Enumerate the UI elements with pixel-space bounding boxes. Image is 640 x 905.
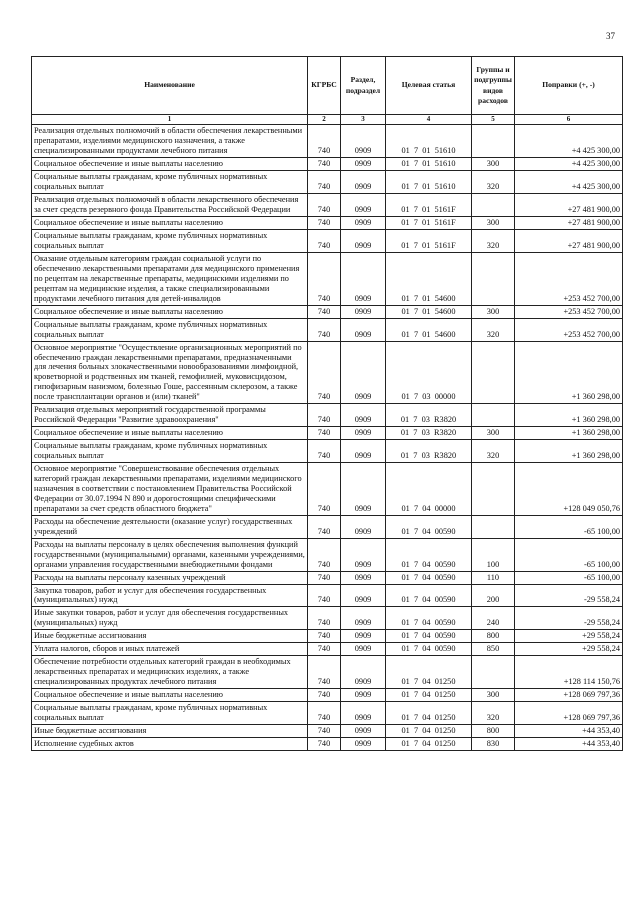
row-target-article: 01 7 04 00590 xyxy=(386,571,472,584)
row-amount: -65 100,00 xyxy=(515,538,623,571)
row-amount: +44 353,40 xyxy=(515,737,623,750)
table-row xyxy=(32,252,623,305)
table-row xyxy=(32,515,623,538)
table-row xyxy=(32,571,623,584)
table-body xyxy=(32,125,623,750)
row-kgrbs: 740 xyxy=(308,305,341,318)
row-expense-group: 300 xyxy=(472,689,515,702)
row-section: 0909 xyxy=(341,230,386,253)
row-kgrbs: 740 xyxy=(308,341,341,404)
table-row xyxy=(32,217,623,230)
row-amount: +4 425 300,00 xyxy=(515,125,623,158)
row-target-article: 01 7 03 00000 xyxy=(386,341,472,404)
header-target: Целевая статья xyxy=(386,57,472,115)
row-section: 0909 xyxy=(341,171,386,194)
row-kgrbs: 740 xyxy=(308,607,341,630)
row-expense-group: 320 xyxy=(472,318,515,341)
row-section: 0909 xyxy=(341,158,386,171)
row-section: 0909 xyxy=(341,427,386,440)
row-section: 0909 xyxy=(341,584,386,607)
row-amount: +4 425 300,00 xyxy=(515,171,623,194)
row-amount: +1 360 298,00 xyxy=(515,440,623,463)
row-expense-group: 200 xyxy=(472,584,515,607)
row-section: 0909 xyxy=(341,125,386,158)
row-kgrbs: 740 xyxy=(308,158,341,171)
row-name: Социальные выплаты гражданам, кроме публичных нормативных социальных выплат xyxy=(32,230,308,253)
row-kgrbs: 740 xyxy=(308,584,341,607)
row-section: 0909 xyxy=(341,538,386,571)
row-expense-group xyxy=(472,463,515,516)
row-amount: +29 558,24 xyxy=(515,630,623,643)
row-kgrbs: 740 xyxy=(308,252,341,305)
row-expense-group: 300 xyxy=(472,158,515,171)
row-name: Социальные выплаты гражданам, кроме публичных нормативных социальных выплат xyxy=(32,702,308,725)
row-expense-group: 850 xyxy=(472,643,515,656)
table-row xyxy=(32,125,623,158)
row-expense-group: 320 xyxy=(472,702,515,725)
row-name: Иные закупки товаров, работ и услуг для обеспечения государственных (муниципальных) нужд xyxy=(32,607,308,630)
row-target-article: 01 7 01 51610 xyxy=(386,125,472,158)
row-expense-group: 830 xyxy=(472,737,515,750)
row-kgrbs: 740 xyxy=(308,230,341,253)
row-expense-group: 300 xyxy=(472,427,515,440)
row-target-article: 01 7 04 01250 xyxy=(386,656,472,689)
row-expense-group: 320 xyxy=(472,230,515,253)
row-target-article: 01 7 04 00590 xyxy=(386,515,472,538)
row-target-article: 01 7 03 R3820 xyxy=(386,440,472,463)
row-amount: +128 069 797,36 xyxy=(515,702,623,725)
header-amount: Поправки (+, -) xyxy=(515,57,623,115)
row-section: 0909 xyxy=(341,252,386,305)
row-section: 0909 xyxy=(341,571,386,584)
row-name: Основное мероприятие "Осуществление организационных мероприятий по обеспечению граждан лекарственными препаратами, предназначенными для лечения больных злокачественными новообразованиями лимфоидной, кроветворной и родственных им тканей, гемофилией, муковисцидозом, гипофизарным нанизмом, болезнью Гоше, рассеянным склерозом, а также после трансплантации органов и (или) тканей" xyxy=(32,341,308,404)
table-row xyxy=(32,584,623,607)
column-number: 6 xyxy=(515,115,623,125)
row-target-article: 01 7 01 5161F xyxy=(386,230,472,253)
row-name: Социальные выплаты гражданам, кроме публичных нормативных социальных выплат xyxy=(32,440,308,463)
row-kgrbs: 740 xyxy=(308,656,341,689)
row-section: 0909 xyxy=(341,463,386,516)
row-kgrbs: 740 xyxy=(308,318,341,341)
row-target-article: 01 7 01 51610 xyxy=(386,171,472,194)
row-name: Социальное обеспечение и иные выплаты населению xyxy=(32,427,308,440)
table-row xyxy=(32,463,623,516)
row-kgrbs: 740 xyxy=(308,689,341,702)
row-amount: +128 049 050,76 xyxy=(515,463,623,516)
table-row xyxy=(32,607,623,630)
row-expense-group xyxy=(472,515,515,538)
row-section: 0909 xyxy=(341,643,386,656)
table-row xyxy=(32,689,623,702)
column-number: 3 xyxy=(341,115,386,125)
row-amount: -65 100,00 xyxy=(515,571,623,584)
row-amount: +128 114 150,76 xyxy=(515,656,623,689)
row-expense-group: 300 xyxy=(472,217,515,230)
row-name: Расходы на выплаты персоналу в целях обеспечения выполнения функций государственными (муниципальными) органами, казенными учреждениями, органами управления государственными внебюджетными фондами xyxy=(32,538,308,571)
table-row xyxy=(32,702,623,725)
row-target-article: 01 7 04 00590 xyxy=(386,607,472,630)
row-name: Социальные выплаты гражданам, кроме публичных нормативных социальных выплат xyxy=(32,171,308,194)
row-target-article: 01 7 01 54600 xyxy=(386,305,472,318)
row-amount: +1 360 298,00 xyxy=(515,341,623,404)
row-amount: +1 360 298,00 xyxy=(515,427,623,440)
table-row xyxy=(32,230,623,253)
row-name: Социальное обеспечение и иные выплаты населению xyxy=(32,305,308,318)
row-name: Реализация отдельных полномочий в области лекарственного обеспечения за счет средств резервного фонда Правительства Российской Федерации xyxy=(32,194,308,217)
row-amount: +4 425 300,00 xyxy=(515,158,623,171)
row-section: 0909 xyxy=(341,689,386,702)
table-row xyxy=(32,724,623,737)
row-name: Расходы на обеспечение деятельности (оказание услуг) государственных учреждений xyxy=(32,515,308,538)
row-section: 0909 xyxy=(341,318,386,341)
table-row xyxy=(32,630,623,643)
table-row xyxy=(32,538,623,571)
row-section: 0909 xyxy=(341,630,386,643)
table-row xyxy=(32,171,623,194)
row-kgrbs: 740 xyxy=(308,571,341,584)
column-number: 1 xyxy=(32,115,308,125)
row-section: 0909 xyxy=(341,656,386,689)
row-section: 0909 xyxy=(341,440,386,463)
row-section: 0909 xyxy=(341,724,386,737)
row-amount: +27 481 900,00 xyxy=(515,217,623,230)
row-target-article: 01 7 03 R3820 xyxy=(386,404,472,427)
row-amount: -29 558,24 xyxy=(515,607,623,630)
header-row xyxy=(32,57,623,115)
row-section: 0909 xyxy=(341,607,386,630)
row-expense-group: 800 xyxy=(472,724,515,737)
header-name: Наименование xyxy=(32,57,308,115)
row-section: 0909 xyxy=(341,305,386,318)
row-name: Социальное обеспечение и иные выплаты населению xyxy=(32,689,308,702)
row-name: Социальные выплаты гражданам, кроме публичных нормативных социальных выплат xyxy=(32,318,308,341)
column-number: 4 xyxy=(386,115,472,125)
row-target-article: 01 7 01 54600 xyxy=(386,252,472,305)
row-name: Иные бюджетные ассигнования xyxy=(32,724,308,737)
row-amount: +253 452 700,00 xyxy=(515,318,623,341)
row-amount: -65 100,00 xyxy=(515,515,623,538)
row-target-article: 01 7 01 51610 xyxy=(386,158,472,171)
table-row xyxy=(32,427,623,440)
row-expense-group: 100 xyxy=(472,538,515,571)
row-name: Закупка товаров, работ и услуг для обеспечения государственных (муниципальных) нужд xyxy=(32,584,308,607)
header-group: Группы и подгруппы видов расходов xyxy=(472,57,515,115)
row-kgrbs: 740 xyxy=(308,643,341,656)
row-kgrbs: 740 xyxy=(308,194,341,217)
row-target-article: 01 7 04 01250 xyxy=(386,724,472,737)
table-row xyxy=(32,318,623,341)
row-amount: +253 452 700,00 xyxy=(515,305,623,318)
row-section: 0909 xyxy=(341,217,386,230)
row-kgrbs: 740 xyxy=(308,515,341,538)
row-name: Социальное обеспечение и иные выплаты населению xyxy=(32,217,308,230)
row-target-article: 01 7 01 54600 xyxy=(386,318,472,341)
header-section: Раздел, подраздел xyxy=(341,57,386,115)
table-row xyxy=(32,440,623,463)
row-target-article: 01 7 04 00590 xyxy=(386,584,472,607)
row-amount: +27 481 900,00 xyxy=(515,230,623,253)
row-section: 0909 xyxy=(341,341,386,404)
row-expense-group xyxy=(472,341,515,404)
row-name: Реализация отдельных полномочий в области обеспечения лекарственными препаратами, изделиями медицинского назначения, а также специализированными продуктами лечебного питания xyxy=(32,125,308,158)
row-kgrbs: 740 xyxy=(308,737,341,750)
table-row xyxy=(32,341,623,404)
row-name: Иные бюджетные ассигнования xyxy=(32,630,308,643)
row-kgrbs: 740 xyxy=(308,463,341,516)
row-target-article: 01 7 04 01250 xyxy=(386,737,472,750)
table-row xyxy=(32,656,623,689)
row-kgrbs: 740 xyxy=(308,404,341,427)
column-number-row xyxy=(32,115,623,125)
row-expense-group xyxy=(472,125,515,158)
row-target-article: 01 7 01 5161F xyxy=(386,194,472,217)
table-row xyxy=(32,194,623,217)
table-row xyxy=(32,404,623,427)
row-target-article: 01 7 01 5161F xyxy=(386,217,472,230)
page-number: 37 xyxy=(606,31,615,41)
row-target-article: 01 7 04 01250 xyxy=(386,689,472,702)
row-name: Обеспечение потребности отдельных категорий граждан в необходимых лекарственных препаратах и медицинских изделиях, а также специализированных продуктах лечебного питания xyxy=(32,656,308,689)
row-kgrbs: 740 xyxy=(308,702,341,725)
row-target-article: 01 7 04 00000 xyxy=(386,463,472,516)
row-expense-group xyxy=(472,656,515,689)
row-amount: -29 558,24 xyxy=(515,584,623,607)
row-expense-group: 320 xyxy=(472,440,515,463)
column-number: 5 xyxy=(472,115,515,125)
row-name: Основное мероприятие "Совершенствование обеспечения отдельных категорий граждан лекарственными препаратами, изделиями медицинского назначения в соответствии с постановлением Правительства Российской Федерации от 30.07.1994 N 890 и дорогостоящими специфическими препаратами за счет средств областного бюджета" xyxy=(32,463,308,516)
row-amount: +253 452 700,00 xyxy=(515,252,623,305)
row-name: Уплата налогов, сборов и иных платежей xyxy=(32,643,308,656)
row-section: 0909 xyxy=(341,194,386,217)
budget-table xyxy=(31,56,623,751)
row-name: Исполнение судебных актов xyxy=(32,737,308,750)
row-kgrbs: 740 xyxy=(308,630,341,643)
row-kgrbs: 740 xyxy=(308,538,341,571)
row-amount: +1 360 298,00 xyxy=(515,404,623,427)
row-amount: +128 069 797,36 xyxy=(515,689,623,702)
row-kgrbs: 740 xyxy=(308,217,341,230)
table-row xyxy=(32,305,623,318)
row-kgrbs: 740 xyxy=(308,427,341,440)
row-section: 0909 xyxy=(341,702,386,725)
table-row xyxy=(32,737,623,750)
row-amount: +29 558,24 xyxy=(515,643,623,656)
row-kgrbs: 740 xyxy=(308,125,341,158)
row-section: 0909 xyxy=(341,515,386,538)
row-amount: +44 353,40 xyxy=(515,724,623,737)
row-expense-group: 800 xyxy=(472,630,515,643)
row-name: Оказание отдельным категориям граждан социальной услуги по обеспечению лекарственными препаратами для медицинского применения по рецептам на лекарственные препараты, медицинскими изделиями по рецептам на медицинские изделия, а также специализированными продуктами лечебного питания для детей-инвалидов xyxy=(32,252,308,305)
row-kgrbs: 740 xyxy=(308,171,341,194)
row-section: 0909 xyxy=(341,404,386,427)
row-target-article: 01 7 04 01250 xyxy=(386,702,472,725)
row-section: 0909 xyxy=(341,737,386,750)
row-expense-group: 110 xyxy=(472,571,515,584)
row-target-article: 01 7 03 R3820 xyxy=(386,427,472,440)
row-target-article: 01 7 04 00590 xyxy=(386,643,472,656)
column-number: 2 xyxy=(308,115,341,125)
row-target-article: 01 7 04 00590 xyxy=(386,538,472,571)
row-kgrbs: 740 xyxy=(308,724,341,737)
row-kgrbs: 740 xyxy=(308,440,341,463)
row-expense-group: 300 xyxy=(472,305,515,318)
table-row xyxy=(32,643,623,656)
row-name: Социальное обеспечение и иные выплаты населению xyxy=(32,158,308,171)
table-row xyxy=(32,158,623,171)
row-expense-group xyxy=(472,252,515,305)
row-name: Реализация отдельных мероприятий государственной программы Российской Федерации "Развитие здравоохранения" xyxy=(32,404,308,427)
row-expense-group xyxy=(472,194,515,217)
row-expense-group: 240 xyxy=(472,607,515,630)
row-name: Расходы на выплаты персоналу казенных учреждений xyxy=(32,571,308,584)
row-expense-group: 320 xyxy=(472,171,515,194)
header-kgrbs: КГРБС xyxy=(308,57,341,115)
row-target-article: 01 7 04 00590 xyxy=(386,630,472,643)
row-expense-group xyxy=(472,404,515,427)
row-amount: +27 481 900,00 xyxy=(515,194,623,217)
